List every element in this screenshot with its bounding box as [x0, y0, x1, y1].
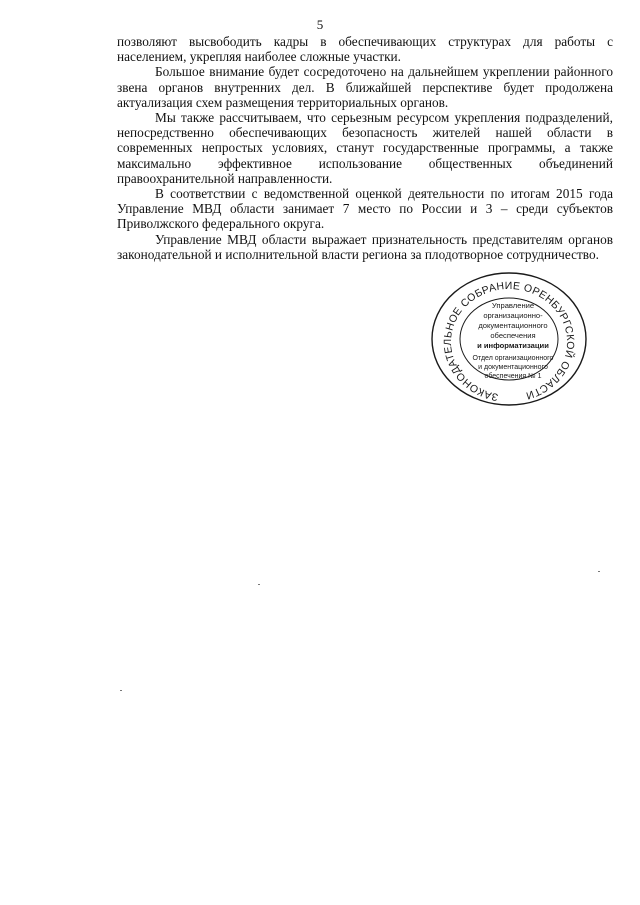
letter-body [117, 34, 613, 262]
page-number: 5 [316, 17, 324, 32]
paragraph: Мы также рассчитываем, что серьезным ресурсом укрепления подразделений, непосредственно обеспечивающих безопасность жителей нашей области в современных непростых условиях, станут государственные программы, а также максимально эффективное использование общественных объединений правоохранительной направленности. [117, 110, 613, 186]
official-stamp [428, 271, 590, 408]
stamp-line: организационно- [483, 311, 543, 320]
paragraph: Управление МВД области выражает признательность представителям органов законодательной и исполнительной власти региона за плодотворное сотрудничество. [117, 231, 613, 262]
stamp-subline: и документационного [478, 364, 548, 371]
stamp-line: Управление [491, 301, 535, 310]
stamp-subline: Отдел организационного [472, 355, 554, 362]
stamp-ring-text: ЗАКОНОДАТЕЛЬНОЕ СОБРАНИЕ ОРЕНБУРГСКОЙ ОБЛАСТИ [442, 279, 577, 404]
stamp-seal-graphic [428, 271, 590, 408]
scan-speck [258, 584, 260, 585]
paragraph: Большое внимание будет сосредоточено на дальнейшем укреплении районного звена органов внутренних дел. В ближайшей перспективе будет продолжена актуализация схем размещения территориальных органов. [117, 64, 613, 110]
paragraph: позволяют высвободить кадры в обеспечивающих структурах для работы с населением, укрепляя наиболее сложные участки. [117, 34, 613, 65]
stamp-line: документационного [478, 321, 548, 330]
stamp-line: и информатизации [477, 341, 549, 350]
stamp-line: обеспечения [490, 331, 536, 340]
scan-speck [120, 690, 122, 691]
stamp-subline: обеспечения № 1 [484, 373, 542, 380]
paragraph: В соответствии с ведомственной оценкой деятельности по итогам 2015 года Управление МВД области занимает 7 место по России и 3 – среди субъектов Приволжского федерального округа. [117, 186, 613, 232]
scan-speck [598, 571, 600, 572]
